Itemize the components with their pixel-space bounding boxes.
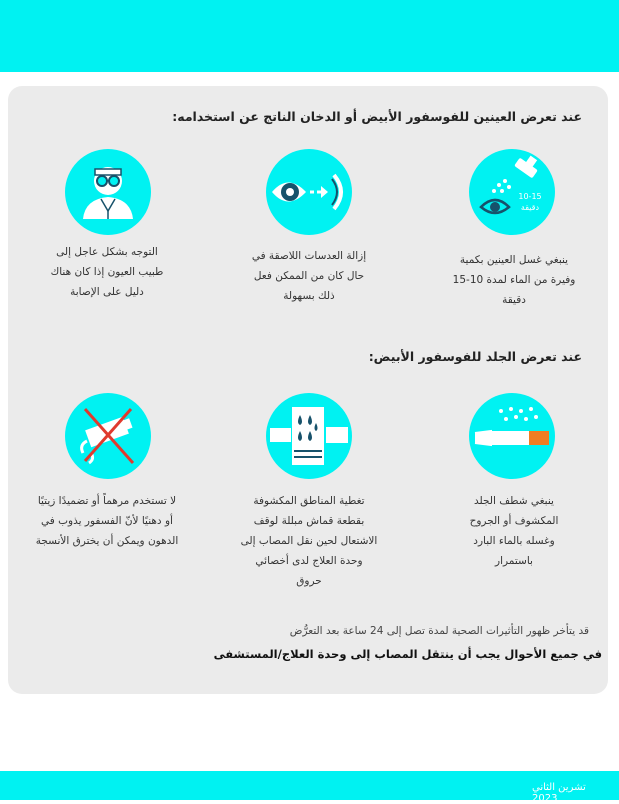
water-rinse-arm-icon <box>469 393 555 479</box>
caption-line: حروق <box>296 575 322 587</box>
wet-cloth-arm-icon <box>266 393 352 479</box>
no-ointment-icon <box>65 393 151 479</box>
skin-heading: عند تعرض الجلد للفوسفور الأبيض: <box>368 349 582 364</box>
caption-line: باستمرار <box>495 555 533 567</box>
caption-line: أو دهنيًا لأنّ الفسفور يذوب في <box>41 515 173 527</box>
transfer-note: في جميع الأحوال يجب أن ينتقل المصاب إلى وحدة العلاج/المستشفى <box>213 647 602 661</box>
caption-line: وحدة العلاج لدى أخصائي <box>255 555 363 567</box>
wet-cloth-caption <box>224 491 394 591</box>
caption-line: ينبغي غسل العينين بكمية <box>459 254 569 266</box>
caption-line: وغسله بالماء البارد <box>473 535 555 547</box>
delay-note: قد يتأخر ظهور التأثيرات الصحية لمدة تصل إلى 24 ساعة بعد التعرُّض <box>289 625 589 637</box>
caption-line: لا تستخدم مرهماً أو تضميدًا زيتيًا <box>37 495 177 507</box>
caption-line: الدهون ويمكن أن يخترق الأنسجة <box>35 535 179 547</box>
ophthalmologist-caption <box>22 242 192 302</box>
caption-line: ذلك بسهولة <box>283 290 335 302</box>
caption-line: ينبغي شطف الجلد <box>474 495 554 507</box>
eye-wash-icon <box>469 149 555 235</box>
caption-line: دليل على الإصابة <box>70 286 144 298</box>
caption-line: بقطعة قماش مبللة لوقف <box>253 515 365 527</box>
no-ointment-caption <box>14 491 200 551</box>
bottom-banner <box>0 771 619 800</box>
caption-line: المكشوف أو الجروح <box>469 515 559 527</box>
eyes-heading: عند تعرض العينين للفوسفور الأبيض أو الدخان الناتج عن استخدامه: <box>172 109 582 124</box>
caption-line: دقيقة <box>502 294 526 306</box>
eye-wash-unit: دقيقة <box>520 203 540 212</box>
caption-line: حال كان من الممكن فعل <box>253 270 365 282</box>
eye-wash-caption <box>429 250 599 310</box>
contact-lens-removal-icon <box>266 149 352 235</box>
contact-lens-caption <box>224 246 394 306</box>
caption-line: الاشتعال لحين نقل المصاب إلى <box>240 535 378 547</box>
caption-line: إزالة العدسات اللاصقة في <box>251 250 367 262</box>
caption-line: طبيب العيون إذا كان هناك <box>50 266 164 278</box>
eye-wash-duration: 10-15 <box>518 192 542 201</box>
ophthalmologist-icon <box>65 149 151 235</box>
caption-line: وفيرة من الماء لمدة 10-15 <box>452 274 576 286</box>
water-rinse-caption <box>429 491 599 571</box>
footer-date: تشرين الثاني 2023 <box>532 782 586 804</box>
caption-line: تغطية المناطق المكشوفة <box>253 495 365 507</box>
caption-line: التوجه بشكل عاجل إلى <box>56 246 158 258</box>
top-banner <box>0 0 619 72</box>
